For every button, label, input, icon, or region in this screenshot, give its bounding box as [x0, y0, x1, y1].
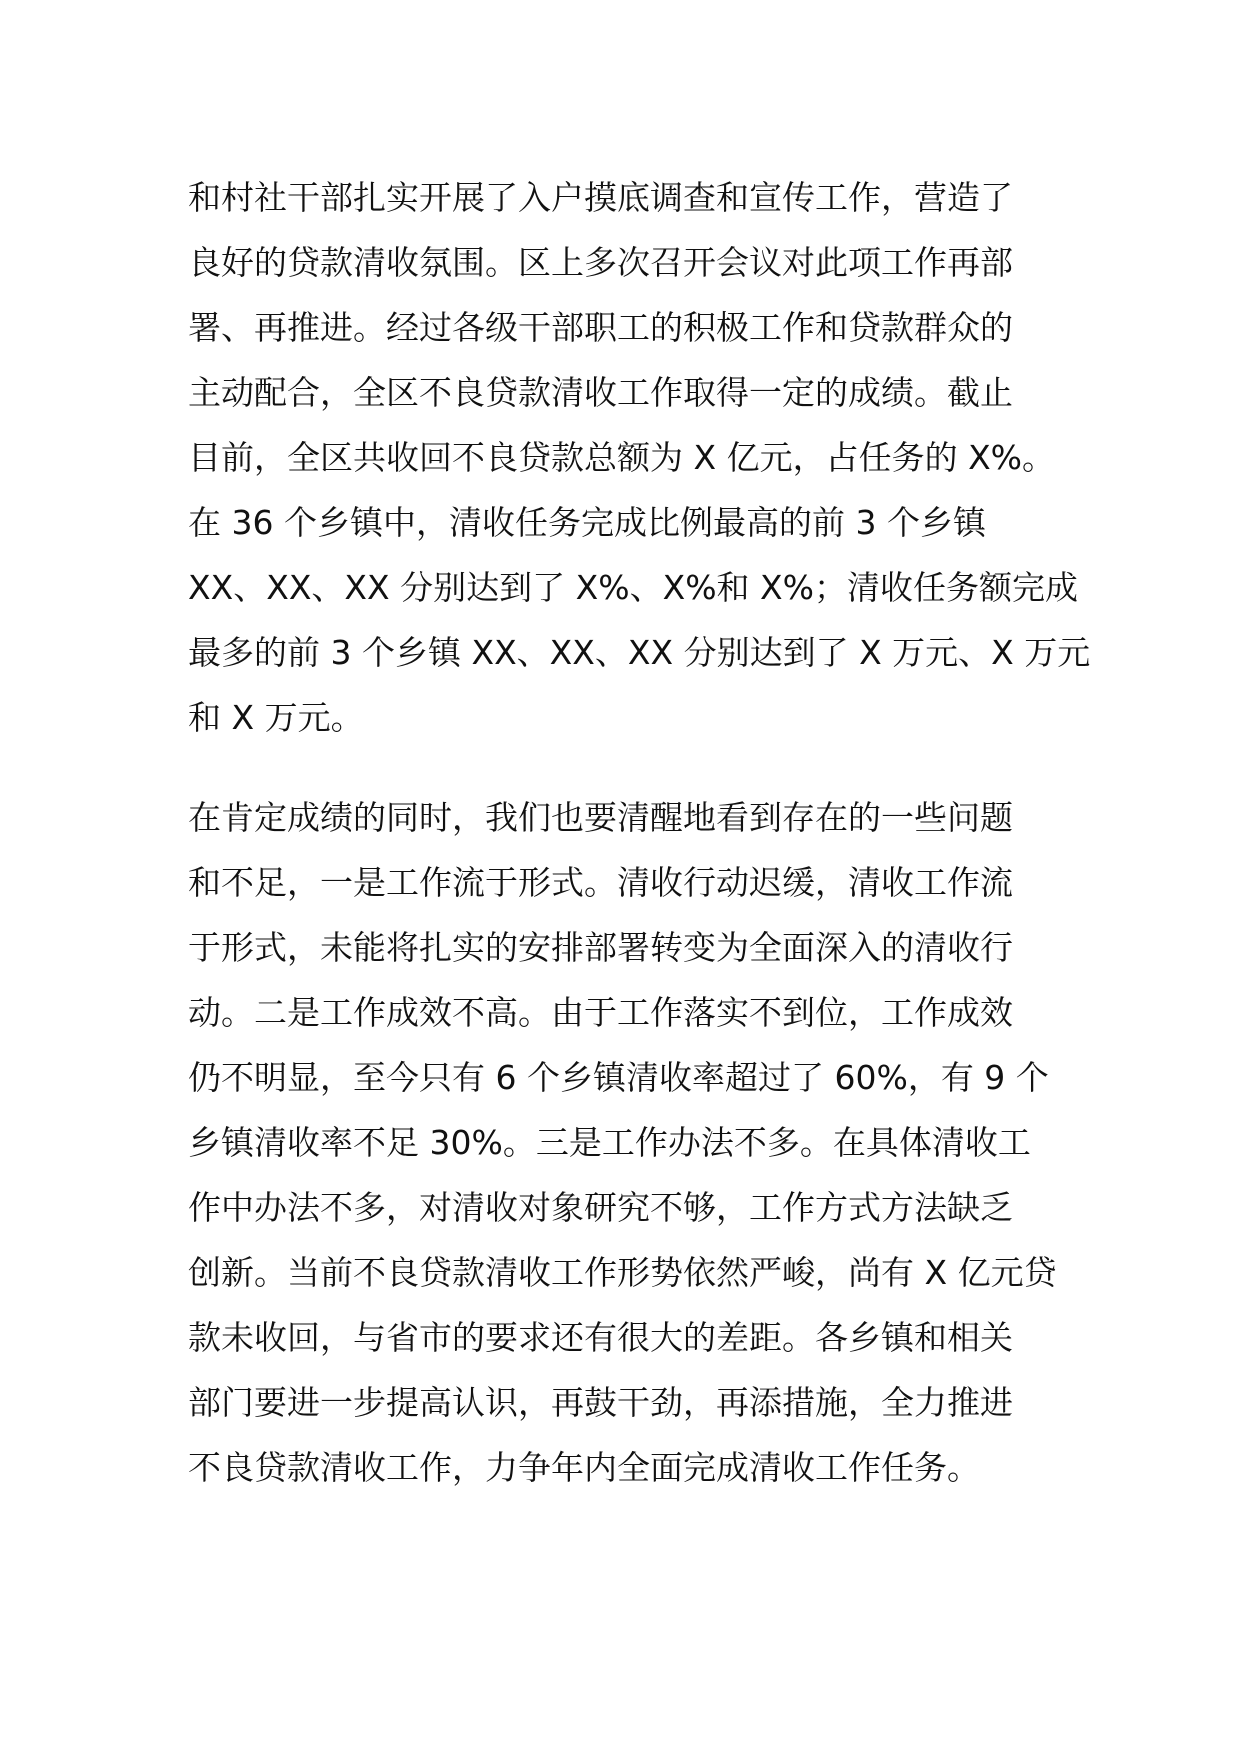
paragraph-line: 主动配合，全区不良贷款清收工作取得一定的成绩。截止 [188, 373, 1013, 412]
paragraph-line: 目前，全区共收回不良贷款总额为 X 亿元，占任务的 X%。 [188, 438, 1056, 477]
paragraph-problems-and-shortcomings [188, 785, 1068, 1500]
paragraph-line: 和 X 万元。 [188, 698, 364, 737]
paragraph-line: 署、再推进。经过各级干部职工的积极工作和贷款群众的 [188, 308, 1013, 347]
paragraph-loan-collection-results [188, 165, 1091, 750]
paragraph-line: 在 36 个乡镇中，清收任务完成比例最高的前 3 个乡镇 [188, 503, 986, 542]
paragraph-line: 作中办法不多，对清收对象研究不够，工作方式方法缺乏 [188, 1188, 1013, 1227]
paragraph-line: 和不足，一是工作流于形式。清收行动迟缓，清收工作流 [188, 863, 1013, 902]
paragraph-line: XX、XX、XX 分别达到了 X%、X%和 X%；清收任务额完成 [188, 568, 1079, 607]
paragraph-line: 良好的贷款清收氛围。区上多次召开会议对此项工作再部 [188, 243, 1013, 282]
paragraph-line: 动。二是工作成效不高。由于工作落实不到位，工作成效 [188, 993, 1013, 1032]
paragraph-line: 和村社干部扎实开展了入户摸底调查和宣传工作，营造了 [188, 178, 1013, 217]
paragraph-line: 在肯定成绩的同时，我们也要清醒地看到存在的一些问题 [188, 798, 1013, 837]
paragraph-line: 仍不明显，至今只有 6 个乡镇清收率超过了 60%，有 9 个 [188, 1058, 1049, 1097]
paragraph-line: 最多的前 3 个乡镇 XX、XX、XX 分别达到了 X 万元、X 万元 [188, 633, 1091, 672]
paragraph-line: 不良贷款清收工作，力争年内全面完成清收工作任务。 [188, 1448, 980, 1487]
paragraph-line: 创新。当前不良贷款清收工作形势依然严峻，尚有 X 亿元贷 [188, 1253, 1057, 1292]
paragraph-line: 乡镇清收率不足 30%。三是工作办法不多。在具体清收工 [188, 1123, 1031, 1162]
paragraph-line: 于形式，未能将扎实的安排部署转变为全面深入的清收行 [188, 928, 1013, 967]
paragraph-line: 部门要进一步提高认识，再鼓干劲，再添措施，全力推进 [188, 1383, 1013, 1422]
paragraph-line: 款未收回，与省市的要求还有很大的差距。各乡镇和相关 [188, 1318, 1013, 1357]
